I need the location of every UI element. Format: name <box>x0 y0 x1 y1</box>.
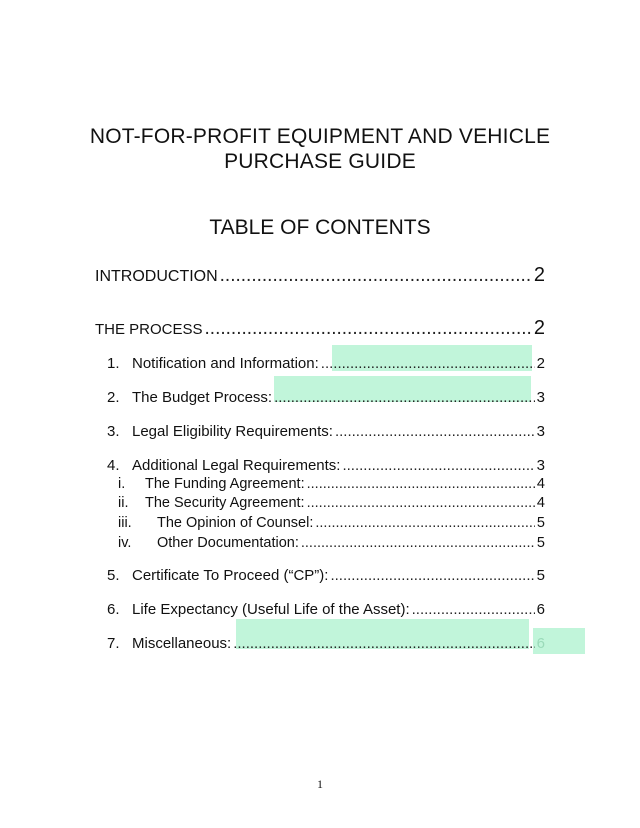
toc-item-7[interactable] <box>107 635 545 652</box>
leader-dots <box>321 355 535 372</box>
toc-subitem-page: 4 <box>536 495 545 511</box>
toc-item-page: 3 <box>536 423 545 440</box>
document-title-line-1: NOT-FOR-PROFIT EQUIPMENT AND VEHICLE <box>89 125 551 148</box>
toc-item-3[interactable] <box>107 423 545 440</box>
toc-subitem-number: i. <box>118 476 126 492</box>
toc-entry-label: INTRODUCTION <box>95 268 218 285</box>
toc-item-page: 6 <box>536 635 545 652</box>
toc-item-text <box>107 635 231 652</box>
toc-item-text <box>107 389 272 406</box>
toc-item-label: Life Expectancy (Useful Life of the Asset): <box>132 601 410 618</box>
toc-subitem-page: 5 <box>536 535 545 551</box>
toc-item-text <box>107 457 340 474</box>
toc-subitem-number: ii. <box>118 495 129 511</box>
page-number: 1 <box>317 777 323 791</box>
toc-entry-page: 2 <box>533 264 545 286</box>
toc-item-number: 1. <box>107 355 120 372</box>
toc-item-number: 2. <box>107 389 120 406</box>
toc-entry-introduction[interactable] <box>95 264 545 287</box>
toc-subitem-iii[interactable] <box>118 515 545 531</box>
leader-dots <box>220 265 532 287</box>
document-title-line-2: PURCHASE GUIDE <box>224 150 416 173</box>
toc-item-label: Miscellaneous: <box>132 635 232 652</box>
toc-subitem-page: 4 <box>536 476 545 492</box>
toc-item-2[interactable] <box>107 389 545 406</box>
toc-subitem-label: The Opinion of Counsel: <box>157 515 314 531</box>
leader-dots <box>274 389 535 406</box>
toc-item-5[interactable] <box>107 567 545 584</box>
leader-dots <box>330 567 534 584</box>
leader-dots <box>412 601 535 618</box>
toc-item-number: 7. <box>107 635 120 652</box>
toc-item-number: 3. <box>107 423 120 440</box>
toc-subitem-label: The Funding Agreement: <box>145 476 305 492</box>
toc-item-label: Legal Eligibility Requirements: <box>132 423 333 440</box>
leader-dots <box>233 635 534 652</box>
leader-dots <box>205 318 532 340</box>
toc-subitem-iv[interactable] <box>118 535 545 551</box>
toc-entry-label: THE PROCESS <box>95 321 203 338</box>
toc-item-label: Notification and Information: <box>132 355 319 372</box>
toc-entry-the-process[interactable] <box>95 317 545 340</box>
toc-subitem-text <box>118 476 305 492</box>
toc-item-page: 5 <box>536 567 545 584</box>
leader-dots <box>307 476 535 492</box>
toc-subitem-page: 5 <box>536 515 545 531</box>
leader-dots <box>342 457 534 474</box>
toc-item-page: 3 <box>536 457 545 474</box>
toc-item-text <box>107 601 410 618</box>
toc-item-text <box>107 567 328 584</box>
toc-subitem-text <box>118 495 305 511</box>
toc-subitem-number: iv. <box>118 535 132 551</box>
toc-heading: TABLE OF CONTENTS <box>209 216 431 239</box>
leader-dots <box>315 515 535 531</box>
toc-item-label: Additional Legal Requirements: <box>132 457 341 474</box>
toc-item-number: 4. <box>107 457 120 474</box>
toc-subitem-i[interactable] <box>118 476 545 492</box>
toc-subitem-label: The Security Agreement: <box>145 495 305 511</box>
toc-item-number: 5. <box>107 567 120 584</box>
toc-item-4[interactable] <box>107 457 545 474</box>
toc-item-1[interactable] <box>107 355 545 372</box>
toc-subitem-number: iii. <box>118 515 132 531</box>
toc-subitem-label: Other Documentation: <box>157 535 299 551</box>
toc-subitem-text <box>118 535 299 551</box>
toc-item-page: 2 <box>536 355 545 372</box>
toc-item-label: Certificate To Proceed (“CP”): <box>132 567 329 584</box>
toc-item-text <box>107 355 319 372</box>
toc-item-text <box>107 423 333 440</box>
toc-item-6[interactable] <box>107 601 545 618</box>
toc-subitem-ii[interactable] <box>118 495 545 511</box>
leader-dots <box>301 535 535 551</box>
toc-item-page: 6 <box>536 601 545 618</box>
leader-dots <box>307 495 535 511</box>
toc-entry-page: 2 <box>533 317 545 339</box>
leader-dots <box>335 423 535 440</box>
toc-item-label: The Budget Process: <box>132 389 273 406</box>
toc-item-number: 6. <box>107 601 120 618</box>
toc-subitem-text <box>118 515 313 531</box>
toc-item-page: 3 <box>536 389 545 406</box>
